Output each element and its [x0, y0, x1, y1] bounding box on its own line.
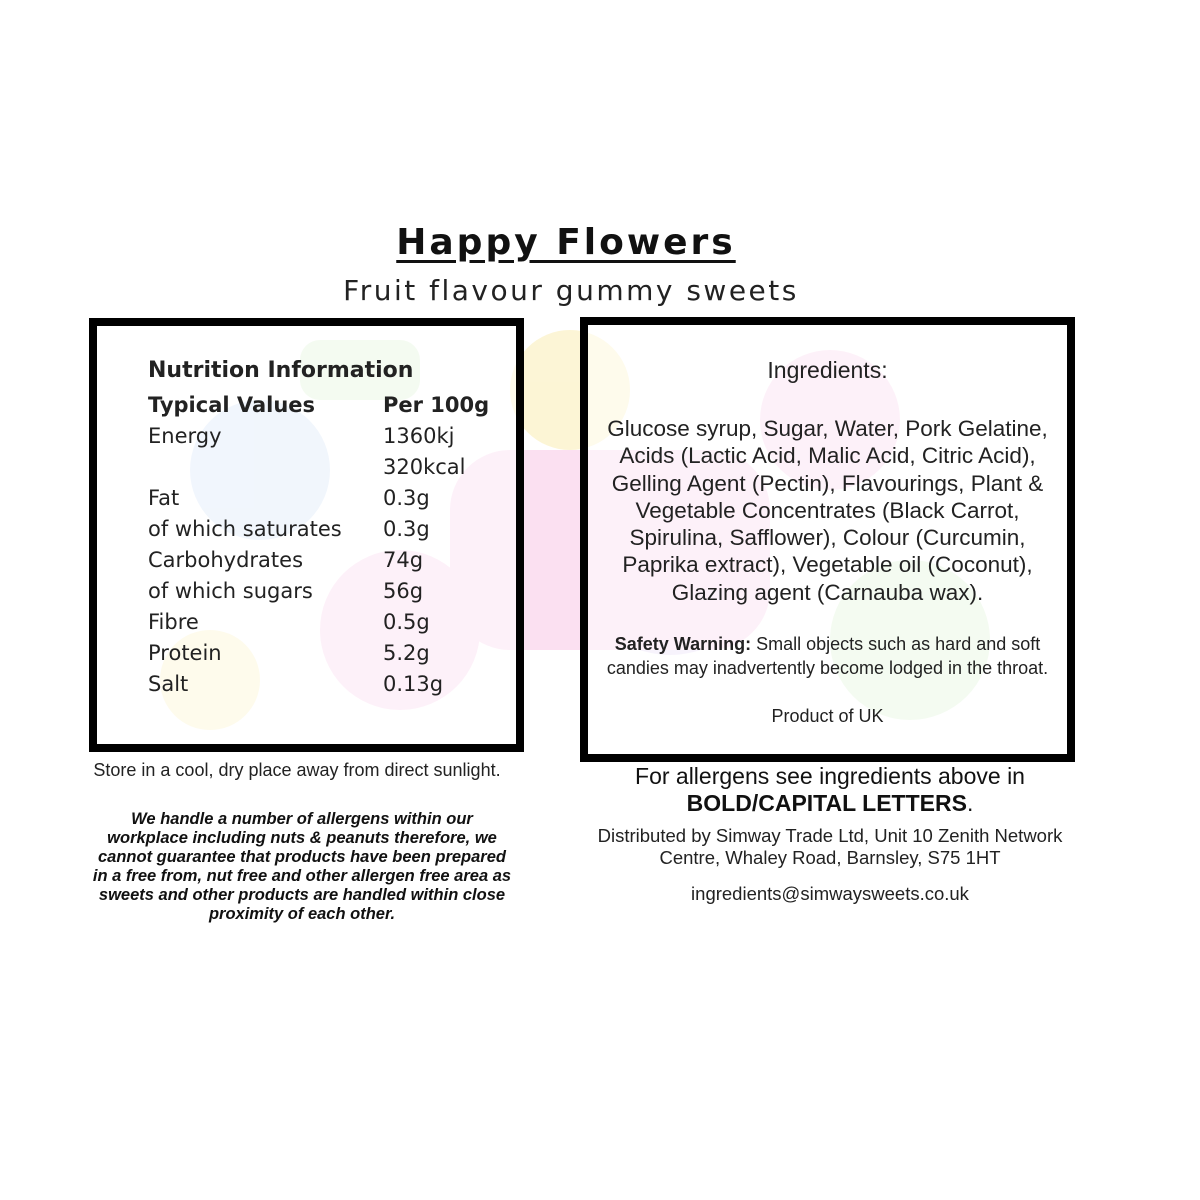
allergen-notice-bold: BOLD/CAPITAL LETTERS — [686, 790, 967, 816]
typical-values-label: Typical Values — [148, 392, 316, 417]
product-subtitle: Fruit flavour gummy sweets — [343, 274, 799, 307]
allergen-notice — [580, 763, 1080, 817]
safety-warning-label: Safety Warning: — [614, 634, 752, 654]
nutrition-row — [148, 637, 513, 668]
ingredients-panel — [580, 317, 1075, 762]
nutrient-label: Fat — [148, 485, 180, 510]
safety-warning-text: Small objects such as hard and soft candies may inadvertently become lodged in the throat. — [606, 634, 1049, 678]
distributor-address: Distributed by Simway Trade Ltd, Unit 10 Zenith Network Centre, Whaley Road, Barnsley, S75 1HT — [597, 825, 1063, 868]
nutrition-row — [148, 606, 513, 637]
nutrition-row — [148, 420, 513, 451]
product-title: Happy Flowers — [396, 222, 736, 263]
nutrition-row — [148, 544, 513, 575]
nutrient-value: 320kcal — [383, 454, 466, 479]
nutrient-label: of which saturates — [148, 516, 342, 541]
product-origin: Product of UK — [771, 706, 884, 726]
nutrition-table — [148, 358, 513, 699]
nutrient-value: 1360kj — [383, 423, 455, 448]
nutrient-label: of which sugars — [148, 578, 313, 603]
nutrient-value: 74g — [383, 547, 424, 572]
nutrition-row — [148, 668, 513, 699]
nutrient-value: 56g — [383, 578, 424, 603]
nutrition-row — [148, 513, 513, 544]
nutrient-label: Carbohydrates — [148, 547, 304, 572]
nutrient-value: 5.2g — [383, 640, 430, 665]
nutrition-panel — [89, 318, 524, 752]
nutrient-value: 0.5g — [383, 609, 430, 634]
nutrient-value: 0.13g — [383, 671, 444, 696]
ingredients-heading: Ingredients: — [767, 357, 888, 383]
nutrient-label: Salt — [148, 671, 189, 696]
nutrition-header-row — [148, 389, 513, 420]
nutrient-value: 0.3g — [383, 485, 430, 510]
nutrition-row — [148, 575, 513, 606]
storage-instructions: Store in a cool, dry place away from direct sunlight. — [93, 760, 501, 780]
allergen-notice-text: For allergens see ingredients above in — [635, 763, 1025, 789]
nutrient-label: Protein — [148, 640, 222, 665]
nutrient-label: Fibre — [148, 609, 199, 634]
nutrient-label: Energy — [148, 423, 222, 448]
nutrient-value: 0.3g — [383, 516, 430, 541]
ingredients-list: Glucose syrup, Sugar, Water, Pork Gelatine, Acids (Lactic Acid, Malic Acid, Citric Acid), Gelling Agent (Pectin), Flavourings, Plant & Vegetable Concentrates (Black Carrot, Spirulina, Safflower), Colour (Curcumin, Paprika extract), Vegetable oil (Coconut), Glazing agent (Carnauba wax). — [607, 416, 1048, 605]
per-100g-label: Per 100g — [383, 392, 490, 417]
allergen-disclaimer: We handle a number of allergens within our workplace including nuts & peanuts therefore, we cannot guarantee that products have been prepared in a free from, nut free and other allergen free area as sweets and other products are handled within close proximity of each other. — [92, 810, 512, 923]
nutrition-row — [148, 482, 513, 513]
safety-warning — [594, 633, 1061, 680]
nutrition-row — [148, 451, 513, 482]
contact-email[interactable]: ingredients@simwaysweets.co.uk — [691, 883, 969, 904]
nutrition-heading: Nutrition Information — [148, 358, 414, 383]
allergen-notice-end: . — [966, 790, 974, 816]
